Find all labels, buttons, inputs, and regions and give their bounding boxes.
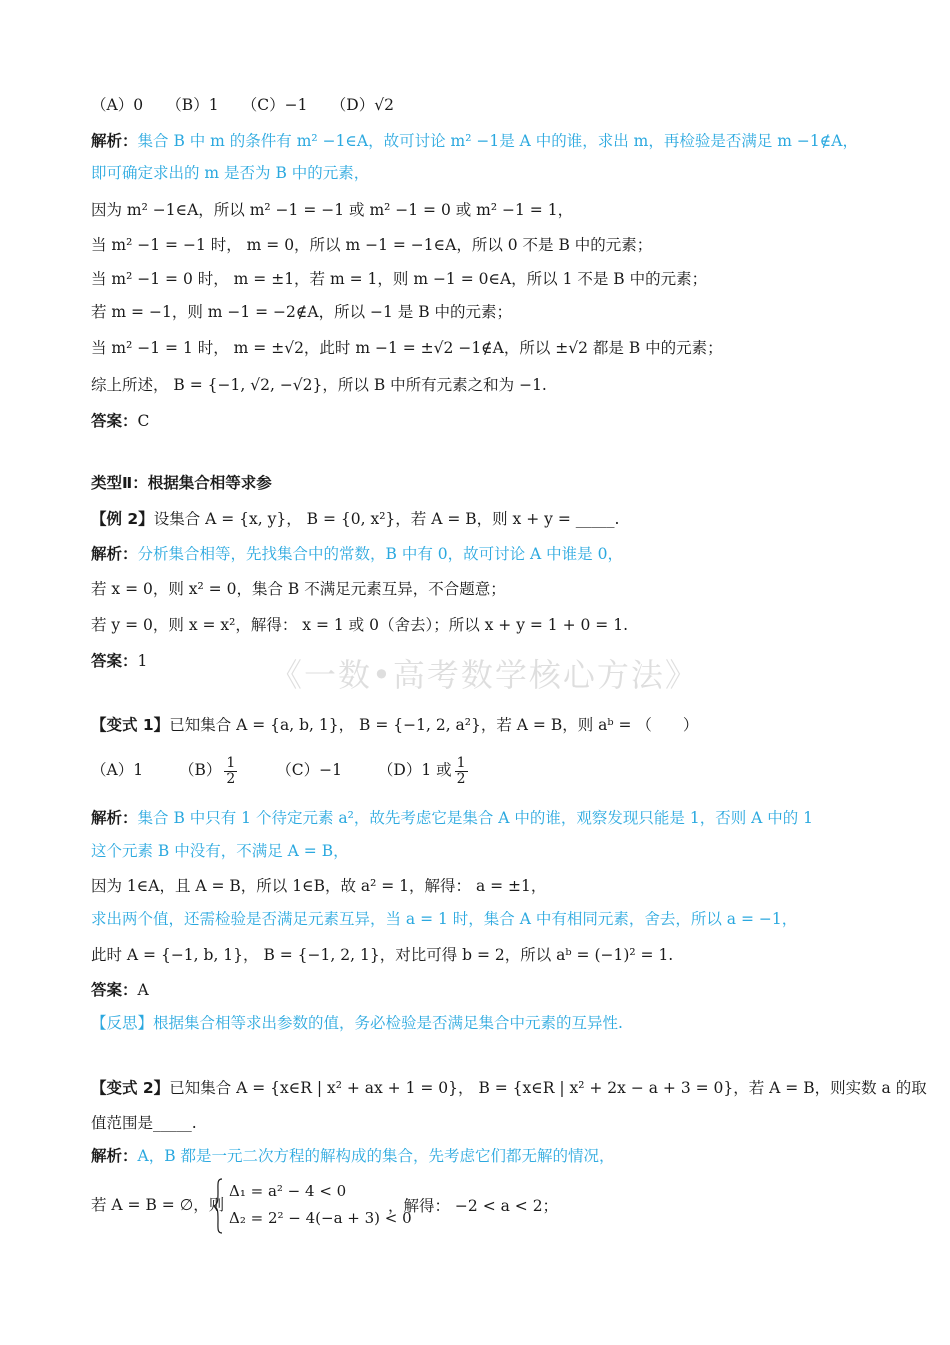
- q1-answer-label: 答案：: [91, 412, 138, 430]
- var1-analysis-1: [91, 807, 813, 829]
- q1-line-6: 综上所述， B = {−1, √2, −√2}，所以 B 中所有元素之和为 −1.: [91, 376, 547, 394]
- var2-equation-system: [213, 1178, 413, 1234]
- var1-frac-b-den: 2: [226, 770, 236, 787]
- ex2-analysis: [91, 543, 623, 565]
- ex2-analysis-label: 解析：: [91, 545, 138, 563]
- q1-line-2: 当 m² −1 = −1 时， m = 0，所以 m −1 = −1∈A，所以 0 不是 B 中的元素；: [91, 236, 653, 254]
- ex2-line-2: 若 y = 0，则 x = x²，解得： x = 1 或 0（舍去）；所以 x + y = 1 + 0 = 1.: [91, 616, 628, 634]
- q1-line-1: 因为 m² −1∈A，所以 m² −1 = −1 或 m² −1 = 0 或 m² −1 = 1，: [91, 201, 574, 219]
- q1-line-5: 当 m² −1 = 1 时， m = ±√2，此时 m −1 = ±√2 −1∉A，所以 ±√2 都是 B 中的元素；: [91, 339, 723, 357]
- q1-analysis-1: [91, 130, 858, 152]
- var1-option-c: （C）−1: [276, 761, 342, 779]
- var1-frac-b-num: 1: [226, 754, 236, 771]
- q1-analysis-2: 即可确定求出的 m 是否为 B 中的元素，: [91, 164, 370, 182]
- var2-analysis-label: 解析：: [91, 1147, 138, 1165]
- var2-analysis-text: A，B 都是一元二次方程的解构成的集合，先考虑它们都无解的情况，: [137, 1147, 615, 1165]
- var1-option-a: （A）1: [91, 761, 144, 779]
- var1-line-2: 求出两个值，还需检验是否满足元素互异，当 a = 1 时，集合 A 中有相同元素，舍去，所以 a = −1，: [91, 910, 798, 928]
- ex2-answer-label: 答案：: [91, 652, 138, 670]
- q1-analysis-text: 集合 B 中 m 的条件有 m² −1∈A，故可讨论 m² −1是 A 中的谁，求出 m，再检验是否满足 m −1∉A，: [137, 132, 858, 150]
- var1-frac-d-num: 1: [456, 754, 466, 771]
- var1-question: [91, 714, 698, 736]
- q1-line-3: 当 m² −1 = 0 时， m = ±1，若 m = 1，则 m −1 = 0∈A，所以 1 不是 B 中的元素；: [91, 270, 708, 288]
- var2-system-line-2: Δ₂ = 2² − 4(−a + 3) < 0: [229, 1209, 412, 1227]
- var1-reflection: 【反思】根据集合相等求出参数的值，务必检验是否满足集合中元素的互异性.: [91, 1014, 623, 1032]
- ex2-answer: [91, 650, 147, 672]
- q1-answer: [91, 410, 149, 432]
- var1-frac-d-den: 2: [456, 770, 466, 787]
- section-title: 类型Ⅱ：根据集合相等求参: [91, 474, 272, 492]
- var2-line-pre: 若 A = B = ∅，则: [91, 1196, 225, 1214]
- q1-options: （A）0 （B）1 （C）−1 （D）√2: [91, 96, 394, 114]
- var1-option-b: （B）: [179, 761, 222, 779]
- var1-analysis-2: 这个元素 B 中没有，不满足 A = B，: [91, 842, 349, 860]
- var2-line-post: ，解得： −2 < a < 2；: [388, 1197, 559, 1215]
- var1-question-text: 已知集合 A = {a, b, 1}， B = {−1, 2, a²}，若 A = B，则 aᵇ = （ ）: [169, 716, 699, 734]
- var1-frac-d: [455, 756, 468, 787]
- var1-options: [91, 752, 471, 788]
- var1-answer: [91, 979, 149, 1001]
- watermark: 《一数•高考数学核心方法》: [270, 656, 699, 694]
- var2-analysis: [91, 1145, 615, 1167]
- q1-answer-value: C: [137, 412, 150, 430]
- var1-analysis-text-1: 集合 B 中只有 1 个待定元素 a²，故先考虑它是集合 A 中的谁，观察发现只能是 1，否则 A 中的 1: [137, 809, 814, 827]
- ex2-question-text: 设集合 A = {x, y}， B = {0, x²}，若 A = B，则 x + y = _____.: [153, 510, 620, 528]
- ex2-tag: 【例 2】: [91, 510, 154, 528]
- var2-question-text-1: 已知集合 A = {x∈R | x² + ax + 1 = 0}， B = {x∈R | x² + 2x − a + 3 = 0}，若 A = B，则实数 a 的取: [169, 1079, 927, 1097]
- var2-question-1: [91, 1077, 927, 1099]
- ex2-question: [91, 508, 619, 530]
- var1-frac-b: [224, 756, 237, 787]
- ex2-analysis-text: 分析集合相等，先找集合中的常数，B 中有 0，故可讨论 A 中谁是 0，: [137, 545, 623, 563]
- q1-line-4: 若 m = −1，则 m −1 = −2∉A，所以 −1 是 B 中的元素；: [91, 303, 513, 321]
- var2-tag: 【变式 2】: [91, 1079, 170, 1097]
- ex2-answer-value: 1: [137, 652, 148, 670]
- ex2-line-1: 若 x = 0，则 x² = 0，集合 B 不满足元素互异，不合题意；: [91, 580, 506, 598]
- var1-line-1: 因为 1∈A，且 A = B，所以 1∈B，故 a² = 1，解得： a = ±1，: [91, 877, 547, 895]
- var1-answer-value: A: [137, 981, 149, 999]
- var2-system-line-1: Δ₁ = a² − 4 < 0: [229, 1182, 347, 1200]
- var1-option-d: （D）1 或: [377, 761, 452, 779]
- left-brace-icon: [213, 1178, 223, 1234]
- var1-line-3: 此时 A = {−1, b, 1}， B = {−1, 2, 1}，对比可得 b = 2，所以 aᵇ = (−1)² = 1.: [91, 946, 674, 964]
- var1-analysis-label: 解析：: [91, 809, 138, 827]
- var2-question-2: 值范围是_____.: [91, 1114, 197, 1132]
- q1-analysis-label: 解析：: [91, 132, 138, 150]
- var1-tag: 【变式 1】: [91, 716, 170, 734]
- var1-answer-label: 答案：: [91, 981, 138, 999]
